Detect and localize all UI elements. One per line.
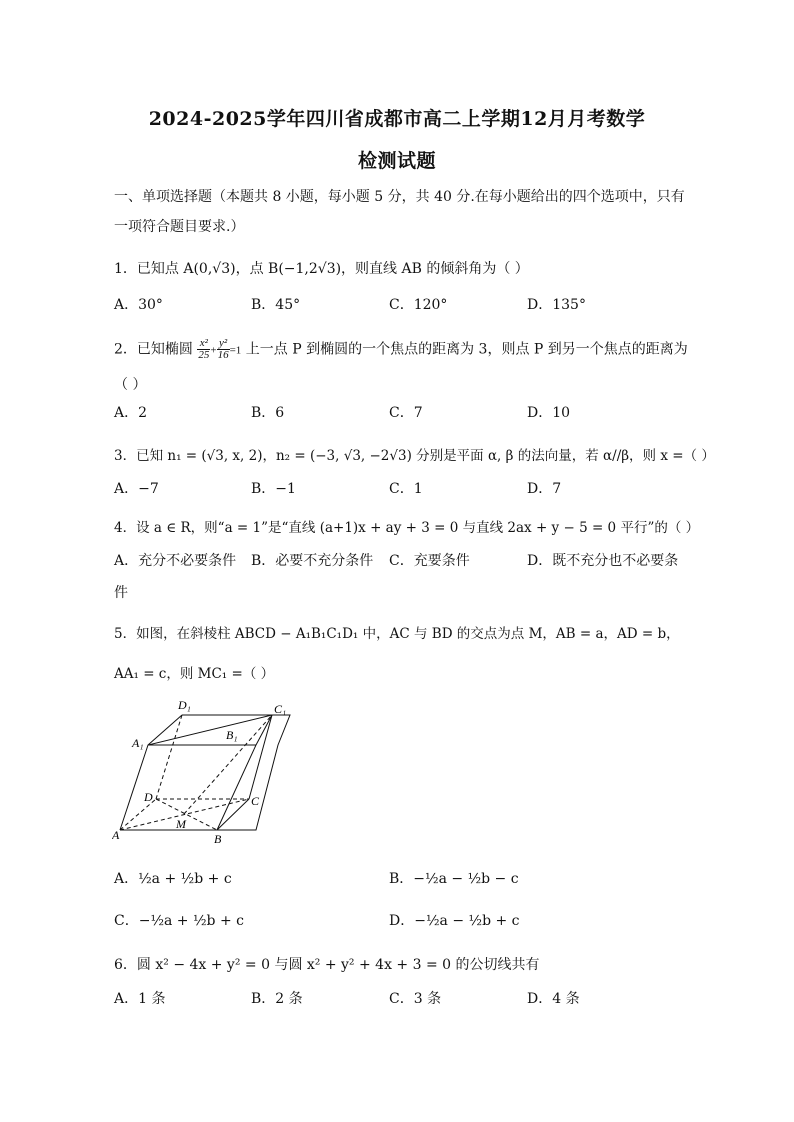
q2-fraction-y	[217, 338, 230, 361]
label-m: M	[176, 817, 186, 831]
q3-option-a: A．−7	[114, 481, 159, 497]
q2-stem-after: 上一点 P 到椭圆的一个焦点的距离为 3，则点 P 到另一个焦点的距离为	[245, 341, 688, 358]
section-heading: 一、单项选择题（本题共 8 小题，每小题 5 分，共 40 分.在每小题给出的四个选项中，只有	[114, 189, 685, 205]
q2-fraction-x	[197, 338, 210, 361]
label-d: D	[144, 790, 153, 804]
q4-option-c: C．充要条件	[389, 553, 470, 569]
q2-option-d: D．10	[527, 405, 571, 421]
q1-option-b: B．45°	[251, 297, 301, 313]
q3-option-b: B．−1	[251, 481, 296, 497]
question-2-stem-cont: （ ）	[114, 377, 147, 393]
q6-option-d: D．4 条	[527, 991, 580, 1007]
q2-option-b: B．6	[251, 405, 285, 421]
q6-option-a: A．1 条	[114, 991, 166, 1007]
label-b1: B₁	[226, 728, 238, 742]
question-5-stem: 5．如图，在斜棱柱 ABCD − A₁B₁C₁D₁ 中，AC 与 BD 的交点为点 M，AB = a，AD = b，	[114, 626, 680, 642]
q1-option-d: D．135°	[527, 297, 586, 313]
q3-option-c: C．1	[389, 481, 423, 497]
q6-option-b: B．2 条	[251, 991, 303, 1007]
diag-bd	[156, 799, 217, 830]
label-b: B	[214, 832, 222, 845]
question-3-stem: 3．已知 n₁ = (√3, x, 2)，n₂ = (−3, √3, −2√3) 分别是平面 α, β 的法向量，若 α//β，则 x =（ ）	[114, 448, 715, 464]
q4-option-d: D．既不充分也不必要条	[527, 553, 679, 569]
exam-title: 2024-2025学年四川省成都市高二上学期12月月考数学	[148, 108, 646, 130]
q3-option-d: D．7	[527, 481, 562, 497]
question-4-stem: 4．设 a ∈ R，则“a = 1”是“直线 (a+1)x + ay + 3 = 0 与直线 2ax + y − 5 = 0 平行”的（ ）	[114, 520, 700, 536]
question-2-stem: 2．已知椭圆 $\frac{\text{x²}}{25}$ + $\frac{\text{y²}}{16}$ =1 上一点 P 到椭圆的一个焦点的距离为 3，则点 P 到另一个焦点的距离为	[114, 337, 688, 361]
label-c1: C₁	[274, 702, 287, 716]
q5-option-d: D．−½a − ½b + c	[389, 913, 520, 929]
q4-option-b: B．必要不充分条件	[251, 553, 374, 569]
q2-frac1-num: x²	[197, 338, 210, 350]
q2-frac1-den: 25	[198, 349, 210, 361]
question-1-stem: 1．已知点 A(0,√3)，点 B(−1,2√3)，则直线 AB 的倾斜角为（ ）	[114, 261, 529, 277]
edge-b1b	[217, 745, 256, 830]
q5-option-a: A．½a + ½b + c	[114, 871, 232, 887]
q2-eq-tail: =1	[229, 344, 242, 357]
section-heading-cont: 一项符合题目要求.）	[114, 219, 245, 235]
q6-option-c: C．3 条	[389, 991, 442, 1007]
label-a: A	[112, 828, 120, 842]
q2-option-c: C．7	[389, 405, 423, 421]
prism-outline	[120, 715, 290, 830]
q2-stem-before: 2．已知椭圆	[114, 341, 193, 358]
q2-frac2-num: y²	[217, 338, 230, 350]
label-c: C	[251, 794, 260, 808]
label-a1: A₁	[132, 736, 144, 750]
q2-option-a: A．2	[114, 405, 148, 421]
q2-frac2-den: 16	[217, 349, 229, 361]
q1-option-c: C．120°	[389, 297, 448, 313]
edge-d1d	[156, 715, 182, 799]
question-6-stem: 6．圆 x² − 4x + y² = 0 与圆 x² + y² + 4x + 3 = 0 的公切线共有	[114, 957, 540, 973]
label-d1: D₁	[178, 698, 191, 712]
question-5-stem-cont: AA₁ = c，则 MC₁ =（ ）	[114, 666, 275, 682]
edge-cb	[217, 799, 249, 830]
q5-option-c: C．−½a + ½b + c	[114, 913, 244, 929]
q5-option-b: B．−½a − ½b − c	[389, 871, 519, 887]
q1-option-a: A．30°	[114, 297, 163, 313]
prism-figure	[112, 695, 302, 845]
q4-option-d-wrap: 件	[114, 585, 128, 601]
q4-option-a: A．充分不必要条件	[114, 553, 237, 569]
exam-subtitle: 检测试题	[357, 150, 436, 172]
